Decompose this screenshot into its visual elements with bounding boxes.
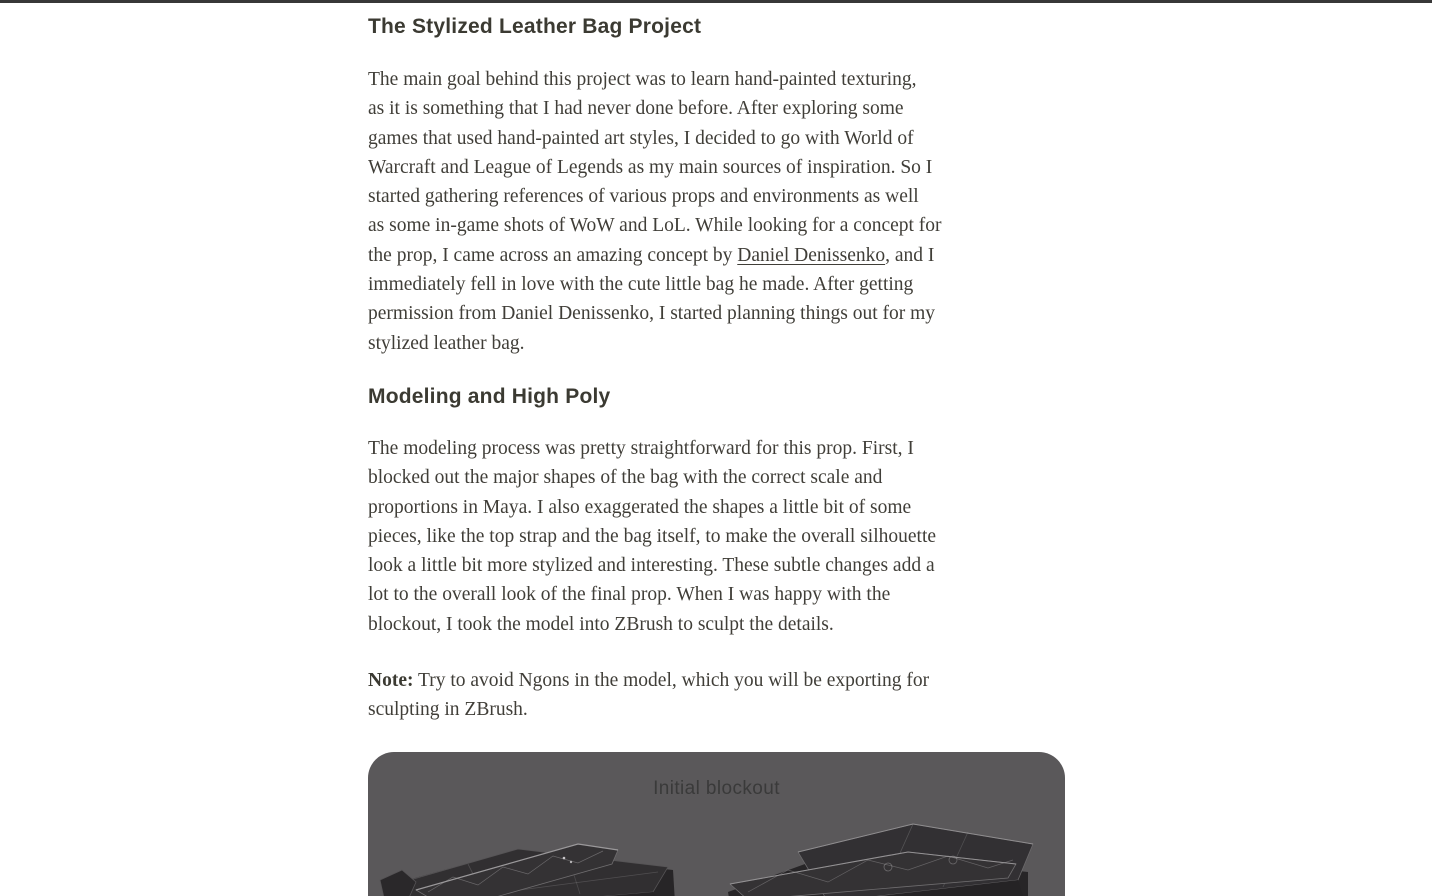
intro-link-line-post: , and I (885, 244, 935, 266)
intro-text-after-link: immediately fell in love with the cute little bag he made. After getting permission from Daniel Denissenko, I started planning things out for my stylized leather bag. (368, 274, 936, 354)
paragraph-modeling: The modeling process was pretty straightforward for this prop. First, I blocked out the major shapes of the bag with the correct scale and proportions in Maya. I also exaggerated the shapes a little bit of some pieces, like the top strap and the bag itself, to make the overall silhouette look a little bit more stylized and interesting. These subtle changes add a lot to the overall look of the final prop. When I was happy with the blockout, I took the model into ZBrush to sculpt the details. (368, 437, 937, 635)
blockout-render-image (368, 752, 1065, 896)
paragraph-note (368, 666, 1128, 725)
image-caption: Initial blockout (653, 777, 780, 799)
artist-link[interactable]: Daniel Denissenko (737, 244, 886, 266)
intro-text-before-link: The main goal behind this project was to learn hand-painted texturing, as it is something that I had never done before. After exploring some games that used hand-painted art styles, I decided to go with World of Warcraft and League of Legends as my main sources of inspiration. So I started gathering references of various props and environments as well as some in-game shots of WoW and LoL. While looking for a concept for (368, 69, 942, 237)
section-heading-modeling: Modeling and High Poly (368, 384, 611, 408)
bag-wireframe-right (728, 824, 1033, 896)
note-line2: sculpting in ZBrush. (368, 699, 528, 721)
note-label: Note: (368, 670, 414, 692)
article-column (368, 3, 1128, 896)
note-line1: Try to avoid Ngons in the model, which you will be exporting for (413, 670, 930, 692)
bag-wireframe-left (380, 844, 678, 896)
paragraph-intro (368, 65, 1128, 358)
section-heading-project: The Stylized Leather Bag Project (368, 15, 702, 38)
intro-link-line-pre: the prop, I came across an amazing concept by (368, 244, 738, 266)
image-card-initial-blockout (368, 752, 1065, 896)
